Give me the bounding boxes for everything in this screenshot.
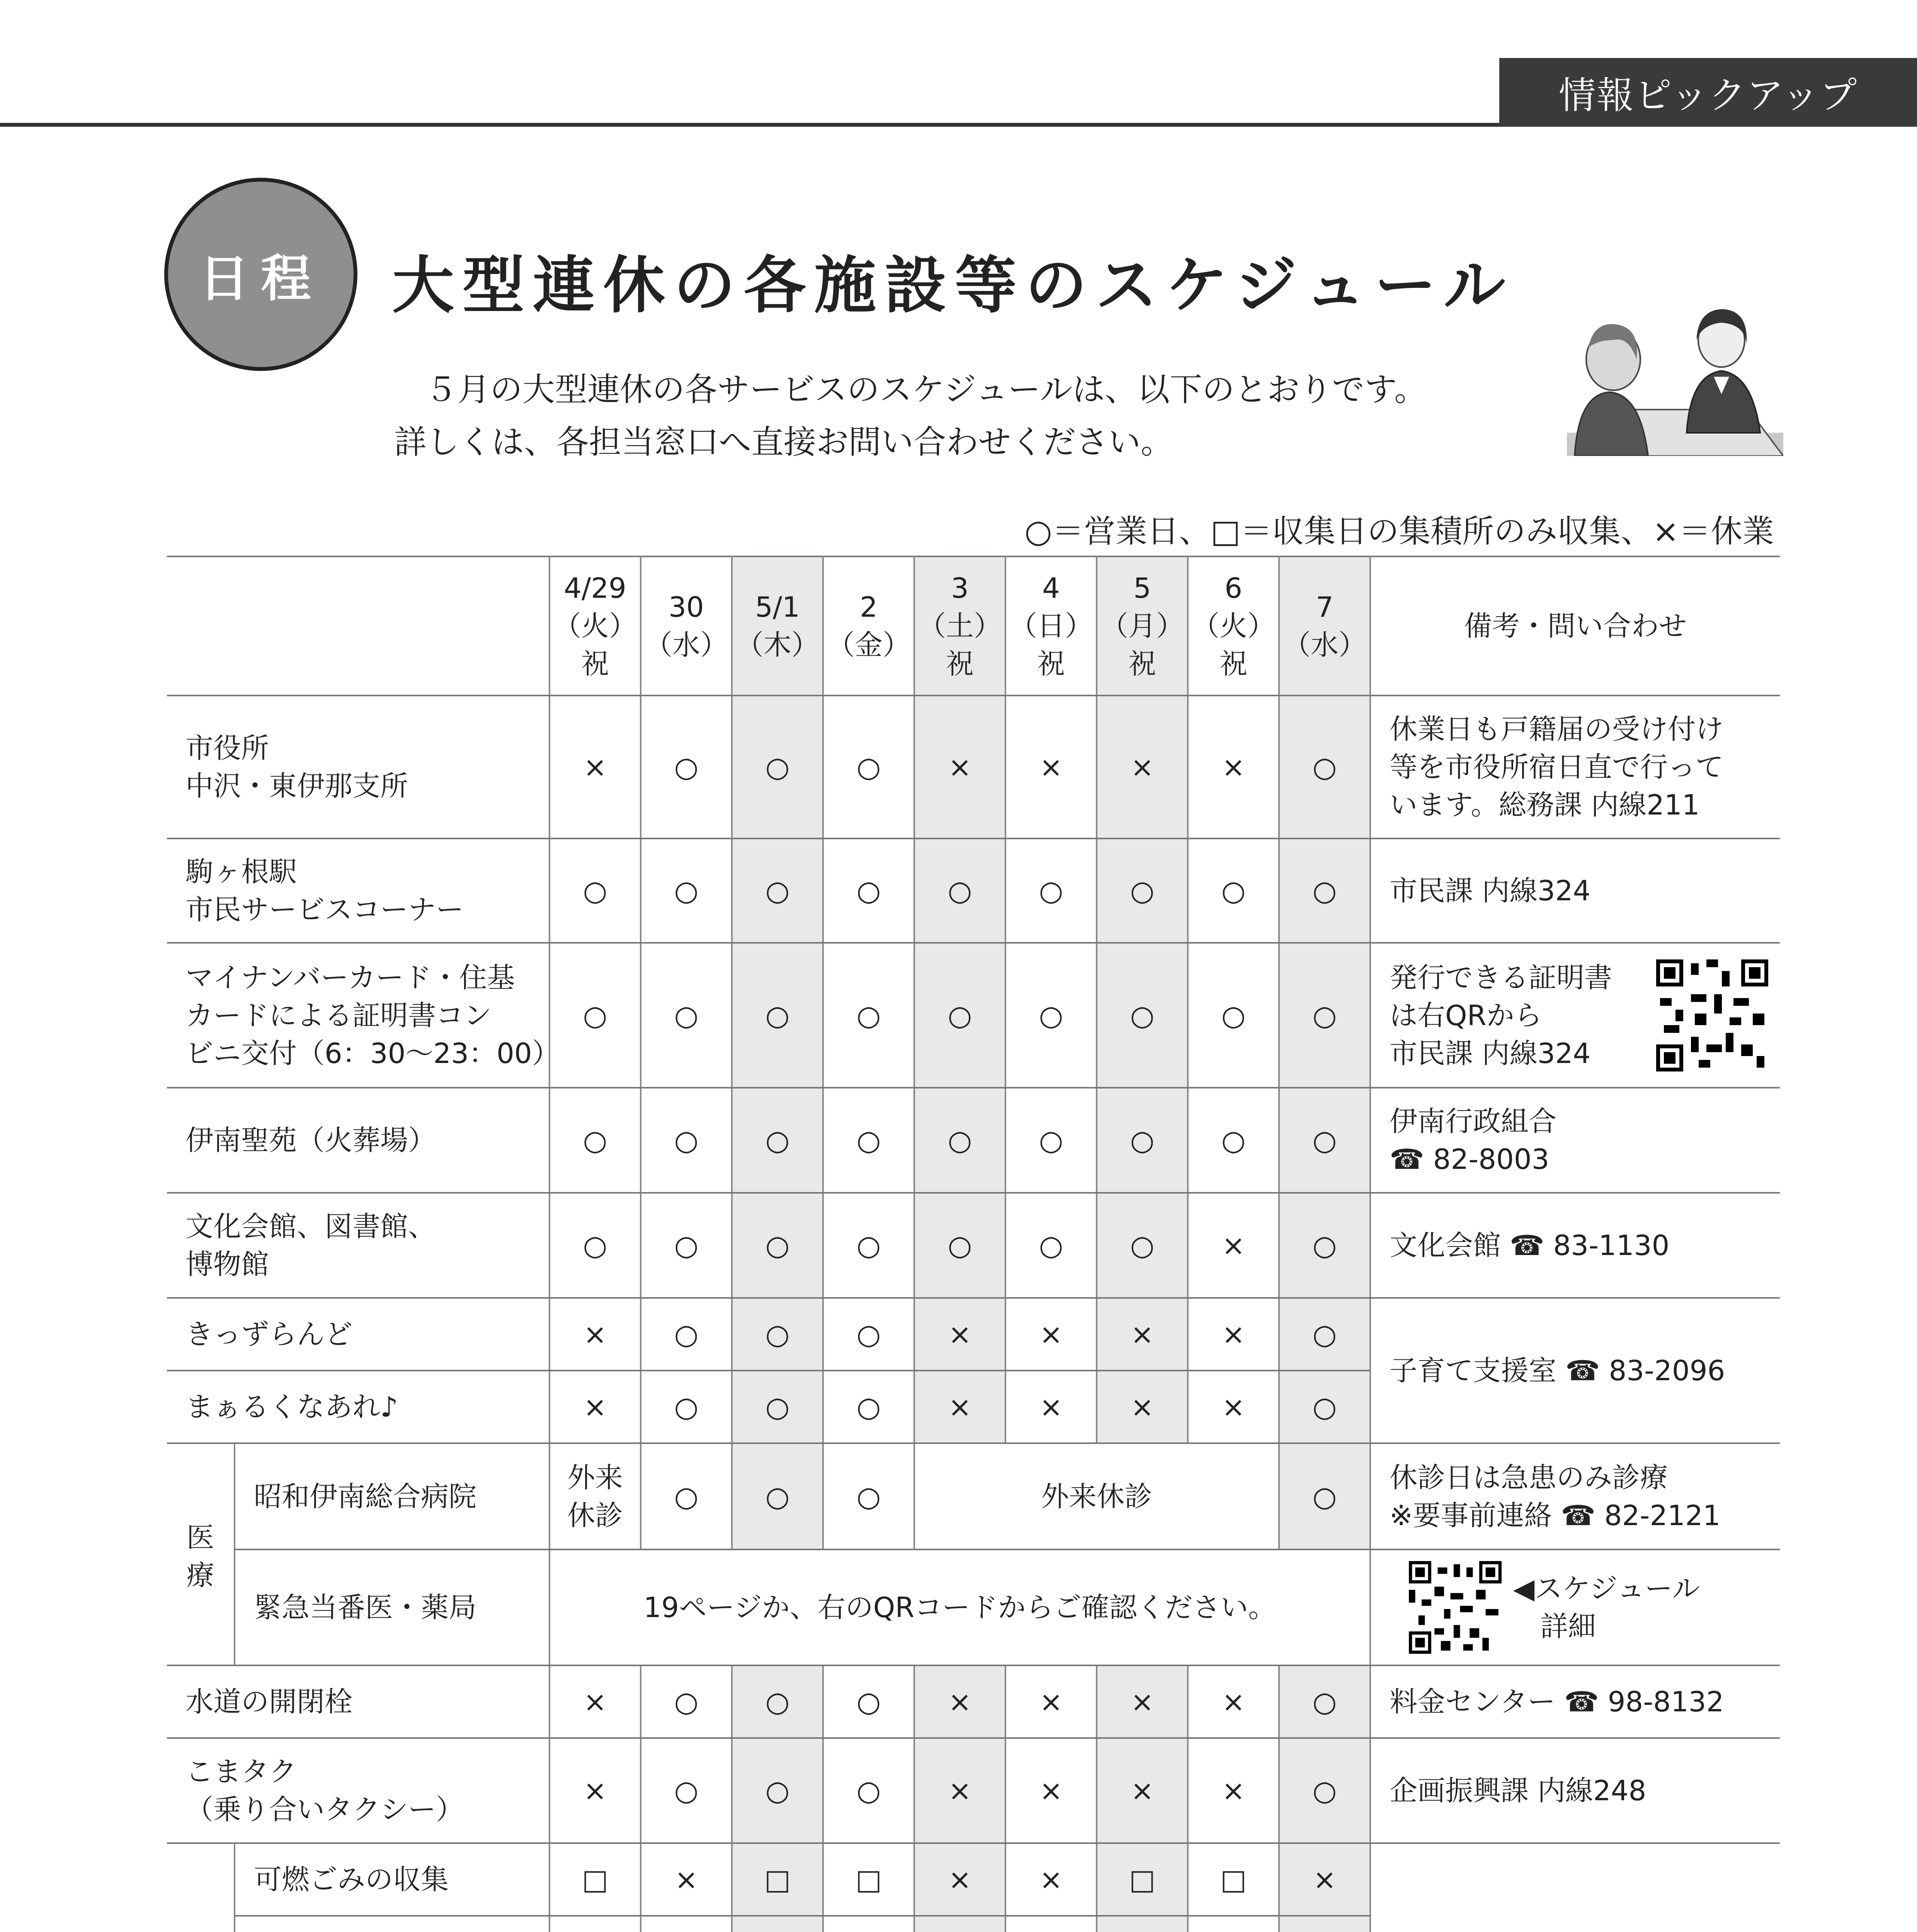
mark-cell: × bbox=[1005, 1665, 1097, 1738]
mark-cell: ○ bbox=[823, 696, 914, 838]
table-row bbox=[167, 838, 1780, 943]
mark-cell: × bbox=[549, 1371, 641, 1443]
table-row bbox=[167, 1665, 1780, 1738]
mark-cell bbox=[823, 1916, 914, 1932]
mark-cell: × bbox=[549, 696, 641, 838]
row-note: 文化会館 ☎ 83-1130 bbox=[1370, 1193, 1780, 1298]
mark-cell: ○ bbox=[732, 943, 823, 1088]
mark-cell: ○ bbox=[732, 1371, 823, 1443]
table-row bbox=[167, 1549, 1780, 1665]
mark-cell: ○ bbox=[823, 1298, 914, 1371]
mark-cell: ○ bbox=[641, 943, 732, 1088]
row-label: マイナンバーカード・住基 カードによる証明書コン ビニ交付（6：30〜23：00） bbox=[167, 943, 549, 1088]
row-note bbox=[1370, 1843, 1780, 1932]
mark-cell: ○ bbox=[914, 1088, 1005, 1193]
mark-cell: ○ bbox=[1279, 943, 1370, 1088]
mark-cell: × bbox=[914, 1298, 1005, 1371]
mark-cell bbox=[732, 1916, 823, 1932]
mark-cell: ○ bbox=[641, 1665, 732, 1738]
mark-cell: 外来 休診 bbox=[549, 1443, 641, 1549]
mark-cell: × bbox=[641, 1843, 732, 1916]
row-label: 市役所 中沢・東伊那支所 bbox=[167, 696, 549, 838]
mark-cell bbox=[914, 1916, 1005, 1932]
row-note: 休診日は急患のみ診療 ※要事前連絡 ☎ 82-2121 bbox=[1370, 1443, 1780, 1549]
row-label: こまタク （乗り合いタクシー） bbox=[167, 1738, 549, 1843]
row-label: 可燃ごみの収集 bbox=[235, 1843, 549, 1916]
mark-cell: ○ bbox=[732, 838, 823, 943]
mark-cell: × bbox=[914, 1371, 1005, 1443]
mark-cell: × bbox=[1005, 1738, 1097, 1843]
mark-cell: ○ bbox=[1005, 1193, 1097, 1298]
intro-line-1: ５月の大型連休の各サービスのスケジュールは、以下のとおりです。 bbox=[425, 371, 1427, 408]
mark-cell: × bbox=[1279, 1843, 1370, 1916]
mark-cell: × bbox=[1097, 1738, 1188, 1843]
mark-cell: ○ bbox=[1279, 1738, 1370, 1843]
mark-cell: ○ bbox=[1097, 1193, 1188, 1298]
legend-text: ○＝営業日、□＝収集日の集積所のみ収集、×＝休業 bbox=[1024, 513, 1774, 550]
mark-cell: × bbox=[1188, 1193, 1279, 1298]
mark-cell: ○ bbox=[641, 696, 732, 838]
row-label: まぁるくなあれ♪ bbox=[167, 1371, 549, 1443]
date-header: 6 （火） 祝 bbox=[1188, 556, 1279, 696]
mark-cell: × bbox=[914, 696, 1005, 838]
mark-cell: ○ bbox=[823, 1665, 914, 1738]
mark-cell: × bbox=[1097, 1665, 1188, 1738]
mark-cell: ○ bbox=[1005, 838, 1097, 943]
header-rule bbox=[0, 123, 1499, 127]
mark-cell: ○ bbox=[823, 1088, 914, 1193]
intro-text bbox=[394, 363, 1427, 468]
date-header: 30 （水） bbox=[641, 556, 732, 696]
mark-cell: ○ bbox=[823, 1443, 914, 1549]
mark-cell: ○ bbox=[641, 1193, 732, 1298]
mark-cell: ○ bbox=[1005, 943, 1097, 1088]
mark-cell: ○ bbox=[732, 1193, 823, 1298]
row-label: 伊南聖苑（火葬場） bbox=[167, 1088, 549, 1193]
mark-cell: □ bbox=[823, 1843, 914, 1916]
mark-cell: × bbox=[1188, 1298, 1279, 1371]
date-header: 3 （土） 祝 bbox=[914, 556, 1005, 696]
intro-line-2: 詳しくは、各担当窓口へ直接お問い合わせください。 bbox=[394, 423, 1174, 461]
mark-cell: × bbox=[1097, 1371, 1188, 1443]
date-header: 2 （金） bbox=[823, 556, 914, 696]
row-label: 緊急当番医・薬局 bbox=[235, 1549, 549, 1665]
group-label-garbage bbox=[167, 1843, 235, 1932]
mark-cell: ○ bbox=[1279, 1088, 1370, 1193]
mark-cell bbox=[641, 1916, 732, 1932]
mark-cell bbox=[1005, 1916, 1097, 1932]
mark-cell: ○ bbox=[1097, 943, 1188, 1088]
mark-cell: × bbox=[1097, 696, 1188, 838]
mark-cell bbox=[1279, 1916, 1370, 1932]
mark-cell: ○ bbox=[1005, 1088, 1097, 1193]
notes-header: 備考・問い合わせ bbox=[1370, 556, 1780, 696]
table-row bbox=[167, 1443, 1780, 1549]
row-note: 休業日も戸籍届の受け付け 等を市役所宿日直で行って います。総務課 内線211 bbox=[1370, 696, 1780, 838]
mark-cell bbox=[1097, 1916, 1188, 1932]
table-row bbox=[167, 1843, 1780, 1916]
mark-cell: × bbox=[549, 1298, 641, 1371]
mark-cell: × bbox=[1188, 1738, 1279, 1843]
mark-cell: × bbox=[1188, 1371, 1279, 1443]
row-label bbox=[235, 1916, 549, 1932]
mark-cell: ○ bbox=[732, 1665, 823, 1738]
date-header: 7 （水） bbox=[1279, 556, 1370, 696]
row-label: 昭和伊南総合病院 bbox=[235, 1443, 549, 1549]
row-label: 水道の開閉栓 bbox=[167, 1665, 549, 1738]
mark-cell: ○ bbox=[549, 838, 641, 943]
mark-cell: ○ bbox=[1279, 1298, 1370, 1371]
date-header: 5/1 （木） bbox=[732, 556, 823, 696]
mark-cell: ○ bbox=[823, 1371, 914, 1443]
mark-cell: × bbox=[1005, 696, 1097, 838]
mark-cell: ○ bbox=[1188, 943, 1279, 1088]
group-label-medical: 医療 bbox=[167, 1443, 235, 1665]
mark-cell: □ bbox=[1188, 1843, 1279, 1916]
mark-cell: × bbox=[1097, 1298, 1188, 1371]
mark-cell: ○ bbox=[1188, 838, 1279, 943]
mark-cell: ○ bbox=[641, 1298, 732, 1371]
mark-cell: × bbox=[1188, 1665, 1279, 1738]
mark-cell: □ bbox=[549, 1843, 641, 1916]
mark-cell: × bbox=[914, 1665, 1005, 1738]
mark-cell: ○ bbox=[641, 838, 732, 943]
mark-cell: ○ bbox=[1279, 1665, 1370, 1738]
mark-cell: ○ bbox=[549, 943, 641, 1088]
row-note: 子育て支援室 ☎ 83-2096 bbox=[1370, 1298, 1780, 1443]
consultation-illustration bbox=[1567, 294, 1783, 456]
mark-cell: ○ bbox=[914, 838, 1005, 943]
mark-cell: ○ bbox=[732, 696, 823, 838]
corner-cell bbox=[167, 556, 549, 696]
mark-cell: ○ bbox=[641, 1738, 732, 1843]
date-header: 4 （日） 祝 bbox=[1005, 556, 1097, 696]
row-label: 駒ヶ根駅 市民サービスコーナー bbox=[167, 838, 549, 943]
mark-cell: × bbox=[914, 1843, 1005, 1916]
date-header: 4/29 （火） 祝 bbox=[549, 556, 641, 696]
mark-cell: ○ bbox=[732, 1088, 823, 1193]
mark-cell: ○ bbox=[823, 943, 914, 1088]
mark-cell: □ bbox=[1097, 1843, 1188, 1916]
table-row bbox=[167, 1298, 1780, 1371]
mark-cell: ○ bbox=[1279, 838, 1370, 943]
mark-cell: × bbox=[914, 1738, 1005, 1843]
table-row bbox=[167, 1738, 1780, 1843]
table-row bbox=[167, 696, 1780, 838]
mark-cell: ○ bbox=[1279, 1443, 1370, 1549]
mark-cell: ○ bbox=[1097, 838, 1188, 943]
mark-cell: × bbox=[549, 1738, 641, 1843]
mark-cell: ○ bbox=[641, 1088, 732, 1193]
mark-cell: × bbox=[1005, 1371, 1097, 1443]
mark-cell: ○ bbox=[641, 1371, 732, 1443]
row-note: ◀スケジュール 詳細 bbox=[1370, 1549, 1780, 1665]
table-row bbox=[167, 943, 1780, 1088]
mark-cell: ○ bbox=[914, 1193, 1005, 1298]
schedule-table bbox=[167, 556, 1780, 1932]
mark-cell bbox=[549, 1916, 641, 1932]
mark-cell: ○ bbox=[823, 1738, 914, 1843]
mark-cell: ○ bbox=[1279, 1193, 1370, 1298]
emergency-qr-code[interactable] bbox=[1409, 1561, 1502, 1654]
table-header-row bbox=[167, 556, 1780, 696]
row-note: 市民課 内線324 bbox=[1370, 838, 1780, 943]
mark-cell: ○ bbox=[1097, 1088, 1188, 1193]
row-note: 伊南行政組合 ☎ 82-8003 bbox=[1370, 1088, 1780, 1193]
mark-cell: ○ bbox=[1279, 696, 1370, 838]
mark-cell: × bbox=[1005, 1298, 1097, 1371]
mark-cell: × bbox=[1188, 696, 1279, 838]
section-tab: 情報ピックアップ bbox=[1499, 58, 1917, 127]
mark-cell: ○ bbox=[549, 1193, 641, 1298]
mark-cell: ○ bbox=[732, 1443, 823, 1549]
row-note: 発行できる証明書 は右QRから 市民課 内線324 bbox=[1370, 943, 1780, 1088]
mark-cell: × bbox=[549, 1665, 641, 1738]
row-note: 企画振興課 内線248 bbox=[1370, 1738, 1780, 1843]
date-header: 5 （月） 祝 bbox=[1097, 556, 1188, 696]
mark-cell: ○ bbox=[914, 943, 1005, 1088]
mark-cell: ○ bbox=[823, 1193, 914, 1298]
mark-cell: ○ bbox=[549, 1088, 641, 1193]
mark-cell: ○ bbox=[1279, 1371, 1370, 1443]
mark-cell: □ bbox=[732, 1843, 823, 1916]
emergency-info-span: 19ページか、右のQRコードからご確認ください。 bbox=[549, 1549, 1370, 1665]
table-row bbox=[167, 1088, 1780, 1193]
mark-cell: ○ bbox=[732, 1298, 823, 1371]
row-label: 文化会館、図書館、 博物館 bbox=[167, 1193, 549, 1298]
mark-cell: ○ bbox=[823, 838, 914, 943]
mark-cell: ○ bbox=[641, 1443, 732, 1549]
outpatient-closed-span: 外来休診 bbox=[914, 1443, 1279, 1549]
row-label: きっずらんど bbox=[167, 1298, 549, 1371]
row-note: 料金センター ☎ 98-8132 bbox=[1370, 1665, 1780, 1738]
table-row bbox=[167, 1193, 1780, 1298]
schedule-badge: 日程 bbox=[164, 178, 357, 371]
mark-cell: ○ bbox=[732, 1738, 823, 1843]
mark-cell: × bbox=[1005, 1843, 1097, 1916]
mark-cell: ○ bbox=[1188, 1088, 1279, 1193]
page-title: 大型連休の各施設等のスケジュール bbox=[392, 249, 1514, 321]
certificate-qr-code[interactable] bbox=[1656, 959, 1768, 1071]
mark-cell bbox=[1188, 1916, 1279, 1932]
